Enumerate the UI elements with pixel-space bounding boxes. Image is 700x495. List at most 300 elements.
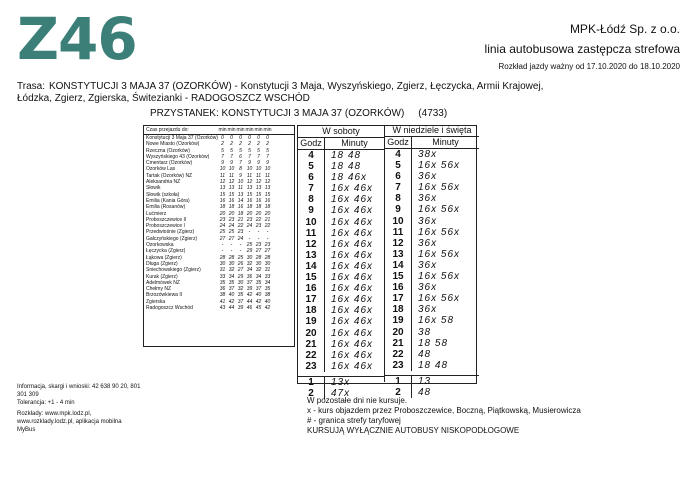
travel-time-cell: 37 [228,286,235,293]
travel-time-cell: 9 [221,160,224,167]
stop-name-cell: Długa (Zgierz) [146,260,178,267]
travel-time-cell: 30 [237,279,244,286]
travel-time-cell: 24 [219,223,226,230]
stop-name-cell: Nowe Miasto (Ozorków) [146,141,200,148]
unit-label: min [227,126,236,133]
travel-time-cell: 2 [239,141,242,148]
stop-name: PRZYSTANEK: KONSTYTUCJI 3 MAJA 37 (OZORKÓW) [150,108,405,119]
minutes-cell: 16x 56x [418,160,461,172]
stop-name-cell: Konstytucji 3 Maja 37 (Ozorków) [146,135,218,141]
travel-time-cell: 9 [266,160,269,167]
stop-name-cell: Emilia (Rosanów) [146,204,186,211]
minutes-cell: 16x 46x [331,227,374,239]
stop-name-cell: Słowik [146,185,161,192]
minutes-cell: 16x 56x [418,271,461,283]
timetable-row [298,272,384,283]
minutes-cell: 16x 46x [331,283,374,295]
travel-time-cell: 11 [219,172,226,179]
travel-time-cell: 18 [228,204,235,211]
travel-time-cell: 9 [257,160,260,167]
travel-time-cell: 12 [219,179,226,186]
timetable-row [385,349,479,360]
travel-time-cell: 5 [248,147,251,154]
timetable-row [385,304,479,315]
travel-time-cell: 40 [264,298,271,305]
travel-time-cell: 32 [246,260,253,267]
hour-cell: 18 [385,304,412,315]
travel-time-cell: 44 [246,298,253,305]
hour-cell: 16 [385,282,412,293]
hour-cell: 21 [298,339,325,350]
hour-cell: 17 [298,294,325,305]
timetable-row [298,217,384,228]
hour-cell: 4 [298,150,325,161]
hour-cell: 13 [298,250,325,261]
minutes-cell: 16x 46x [331,205,374,217]
timetable-row [298,161,384,172]
minutes-cell: 18 48 [331,161,362,173]
travel-time-cell: 25 [228,229,235,236]
travel-time-cell: 15 [228,191,235,198]
travel-time-cell: 23 [228,216,235,223]
travel-time-cell: 36 [246,273,253,280]
travel-time-cell: 23 [255,223,262,230]
hour-cell: 4 [385,149,412,160]
stop-name-cell: Proboszczewice II [146,216,187,223]
minutes-label: Minuty [341,138,368,148]
travel-time-cell: 10 [255,166,262,173]
travel-time-cell: 25 [237,254,244,261]
stop-name-cell: Brzozówkiewa II [146,292,183,299]
timetable-row [298,305,384,316]
travel-time-cell: 11 [255,172,262,179]
stop-name-cell: Adelmówek NŻ [146,279,180,286]
timetable-row [298,316,384,327]
travel-time-cell: 28 [264,254,271,261]
minutes-cell: 16x 46x [331,216,374,228]
hour-cell: 20 [385,327,412,338]
timetable-row [298,150,384,161]
travel-time-cell: 22 [237,223,244,230]
minutes-cell: 16x 46x [331,194,374,206]
minutes-cell: 16x 46x [331,360,374,372]
travel-time-cell: - [257,235,260,242]
travel-time-cell: 42 [246,292,253,299]
stop-name-cell: Ozorkowska [146,242,174,249]
travel-time-cell: 11 [264,172,271,179]
travel-time-cell: 35 [228,279,235,286]
travel-time-cell: 27 [228,235,235,242]
hour-cell: 23 [298,361,325,372]
minutes-cell: 16x 56x [418,204,461,216]
travel-time-cell: 46 [246,305,253,312]
hour-cell: 14 [298,261,325,272]
travel-time-cell: 18 [237,210,244,217]
saturday-rows [298,150,384,372]
hour-cell: 9 [385,204,412,215]
info-line: Tolerancja: +1 - 4 min [17,400,75,406]
travel-time-cell: 33 [264,273,271,280]
timetable-row [385,193,479,204]
stop-name-cell: Rzeczna (Ozorków) [146,147,190,154]
travel-time-cell: 27 [219,235,226,242]
travel-time-cell: 0 [221,135,224,141]
remark-line: W pozostałe dni nie kursuje. [307,396,408,405]
travel-time-cell: 29 [246,248,253,255]
stop-name-cell: Kurak (Zgierz) [146,273,178,280]
hour-cell: 5 [385,160,412,171]
travel-time-cell: - [221,242,224,249]
travel-time-cell: 10 [237,179,244,186]
travel-time-cell: 24 [246,223,253,230]
travel-time-cell: 7 [230,153,233,160]
remark-line: KURSUJĄ WYŁĄCZNIE AUTOBUSY NISKOPODŁOGOWE [307,426,520,435]
minutes-cell: 36x [418,282,438,294]
minutes-cell: 16x 58 [418,315,455,327]
timetable-row [298,294,384,305]
hour-cell: 10 [385,216,412,227]
hour-cell: 11 [385,227,412,238]
travel-time-cell: 44 [228,305,235,312]
travel-time-cell: 10 [264,166,271,173]
timetable-row [298,183,384,194]
timetable-row [385,171,479,182]
minutes-cell: 16x 46x [331,349,374,361]
stop-name-cell: Przedwiośnie (Zgierz) [146,229,195,236]
hour-label: Godz [385,137,412,148]
travel-time-cell: 22 [255,216,262,223]
minutes-cell: 18 48 [331,150,362,161]
travel-time-cell: 12 [246,179,253,186]
travel-time-cell: 31 [264,267,271,274]
timetable-row [385,182,479,193]
travel-time-cell: 13 [219,185,226,192]
hour-cell: 22 [298,350,325,361]
timetable-row [298,350,384,361]
timetable-row [385,260,479,271]
travel-time-cell: 28 [219,254,226,261]
timetable-row [385,282,479,293]
travel-time-cell: 38 [219,292,226,299]
unit-label: min [254,126,263,133]
travel-time-cell: 0 [239,135,242,141]
timetable-row [385,216,479,227]
unit-label: min [263,126,272,133]
travel-time-cell: 31 [219,267,226,274]
travel-time-cell: - [248,235,251,242]
stop-name-cell: Cmentarz (Ozorków) [146,160,193,167]
travel-time-cell: - [221,248,224,255]
stop-header [150,108,447,119]
travel-time-cell: 23 [237,229,244,236]
hour-cell: 9 [298,205,325,216]
travel-time-cell: 10 [219,166,226,173]
timetable-row [385,293,479,304]
remark-line: # - granica strefy taryfowej [307,416,401,425]
travel-time-cell: 23 [264,242,271,249]
contact-info [17,383,140,407]
hour-cell: 16 [298,283,325,294]
stop-name-cell: Śniechowskiego (Zgierz) [146,267,201,274]
hour-cell: 13 [385,249,412,260]
timetable-row [385,227,479,238]
sunday-timetable [384,125,479,398]
travel-time-cell: 20 [219,210,226,217]
unit-label: min [218,126,227,133]
minutes-cell: 16x 46x [331,183,374,195]
minutes-cell: 16x 46x [331,238,374,250]
minutes-cell: 13x [331,376,351,388]
travel-time-cell: 16 [228,197,235,204]
hour-cell: 22 [385,349,412,360]
travel-time-cell: 10 [228,166,235,173]
hour-cell: 15 [298,272,325,283]
timetable-row [298,172,384,183]
travel-time-cell: 2 [257,141,260,148]
minutes-cell: 16x 46x [331,316,374,328]
travel-time-cell: 27 [255,248,262,255]
hour-cell: 8 [385,193,412,204]
hour-cell: 12 [298,239,325,250]
minutes-cell: 16x 56x [418,226,461,238]
stop-name-cell: Aleksandria NŻ [146,179,181,186]
timetable-row [298,328,384,339]
travel-time-cell: 39 [246,286,253,293]
travel-time-cell: 35 [237,292,244,299]
travel-time-cell: 16 [255,197,262,204]
stop-name-cell: Proboszczewice I [146,223,185,230]
timetable-row [298,339,384,350]
travel-time-cell: 2 [248,141,251,148]
minutes-cell: 16x 46x [331,272,374,284]
hour-cell: 1 [298,377,325,388]
timetable-row [298,261,384,272]
travel-time-cell: 32 [237,286,244,293]
travel-time-cell: 8 [239,166,242,173]
travel-time-table [143,125,295,347]
minutes-cell: 13 [418,375,432,387]
travel-time-cell: 11 [246,172,253,179]
travel-time-cell: - [266,229,269,236]
minutes-cell: 48 [418,348,432,360]
route-description [17,81,577,105]
travel-time-cell: 25 [219,229,226,236]
hour-cell: 15 [385,271,412,282]
sunday-subheader [385,137,479,149]
minutes-cell: 16x 46x [331,305,374,317]
travel-time-cell: 7 [266,153,269,160]
hour-cell: 1 [385,376,412,387]
travel-time-cell: 0 [248,135,251,141]
stop-name-cell: Ozorków Las [146,166,176,173]
minutes-cell: 38 [418,326,432,338]
travel-time-cell: 16 [237,204,244,211]
travel-time-cell: 2 [230,141,233,148]
hour-cell: 18 [298,305,325,316]
travel-time-cell: 35 [264,286,271,293]
info-line: 301 309 [17,392,39,398]
travel-time-cell: 5 [257,147,260,154]
route-text: KONSTYTUCJI 3 MAJA 37 (OZORKÓW) - Konstytucji 3 Maja, Wyszyńskiego, Zgierz, Łęczycka, Armii Krajowej, Łódzka, Zgierz, Zgierska, Świtezianki - RADOGOSZCZ WSCHÓD [17,81,544,104]
travel-time-cell: 14 [237,197,244,204]
travel-time-cell: 0 [257,135,260,141]
travel-time-cell: 5 [230,147,233,154]
hour-cell: 7 [298,183,325,194]
travel-time-cell: 20 [255,210,262,217]
travel-time-cell: - [230,248,233,255]
minutes-cell: 18 48 [418,359,449,371]
timetable-row [298,361,384,372]
travel-time-cell: 37 [255,286,262,293]
timetable-row [298,194,384,205]
timetable-row [385,338,479,349]
travel-time-cell: 28 [255,254,262,261]
travel-time-cell: 15 [246,191,253,198]
travel-time-cell: 16 [219,197,226,204]
travel-time-cell: 0 [266,135,269,141]
stop-code: (4733) [418,108,448,119]
hour-cell: 5 [298,161,325,172]
travel-time-cell: 24 [237,235,244,242]
travel-time-cell: 39 [237,305,244,312]
travel-time-cell: 2 [266,141,269,148]
travel-time-cell: 32 [228,267,235,274]
travel-time-cell: 23 [219,216,226,223]
minutes-cell: 18 58 [418,337,449,349]
travel-time-cell: 9 [239,172,242,179]
timetable-row [298,205,384,216]
saturday-title: W soboty [298,126,384,138]
travel-time-row [144,305,294,311]
minutes-cell: 36x [418,259,438,271]
travel-time-cell: 37 [237,298,244,305]
travel-time-cell: 7 [239,160,242,167]
travel-time-cell: 20 [228,210,235,217]
minutes-cell: 16x 56x [418,248,461,260]
travel-time-cell: 15 [264,191,271,198]
route-label: Trasa: [17,81,45,92]
travel-time-cell: 26 [237,260,244,267]
minutes-cell: 36x [418,171,438,183]
stop-name-cell: Lućmierz [146,210,167,217]
travel-time-cell: 25 [246,242,253,249]
sunday-rows [385,149,479,371]
travel-time-cell: 30 [228,260,235,267]
timetable-row [385,160,479,171]
hour-cell: 8 [298,194,325,205]
travel-time-cell: 10 [246,166,253,173]
travel-time-cell: 15 [255,191,262,198]
travel-time-cell: 36 [219,286,226,293]
timetable-row [385,376,479,387]
stop-name-cell: Łęczycka (Zgierz) [146,248,186,255]
timetable-row [385,204,479,215]
stop-name-cell: Emilia (Kania Góra) [146,197,190,204]
travel-time-cell: 18 [264,204,271,211]
travel-time-cell: 30 [246,254,253,261]
stop-name-cell: Łąkowa (Zgierz) [146,254,182,261]
travel-time-cell: 6 [239,153,242,160]
remarks [307,396,581,436]
travel-time-rows [144,135,294,311]
timetable-row [385,149,479,160]
travel-time-header [144,126,294,135]
hour-cell: 20 [298,328,325,339]
stop-name-cell: Zgierska [146,298,166,305]
timetable-row [298,377,384,388]
unit-label: min [236,126,245,133]
timetable-row [298,283,384,294]
stop-name-cell: Chełmy NŻ [146,286,172,293]
travel-time-cell: 13 [228,185,235,192]
travel-time-cell: 32 [255,267,262,274]
travel-time-cell: - [239,242,242,249]
travel-time-cell: 29 [237,273,244,280]
saturday-column [298,126,384,399]
hour-cell: 7 [385,182,412,193]
travel-time-title: Czas przejazdu do: [146,126,189,133]
travel-time-cell: 5 [239,147,242,154]
hour-cell: 11 [298,228,325,239]
stop-name-cell: Tartak (Ozorków) NŻ [146,172,193,179]
sunday-title: W niedziele i święta [385,125,479,137]
stop-name-cell: Wyszyńskiego 43 (Ozorków) [146,153,210,160]
stop-name-cell: Radogoszcz Wschód [146,305,193,312]
timetable-links [17,410,122,434]
travel-time-cell: 30 [219,260,226,267]
travel-time-cell: 21 [237,216,244,223]
travel-time-cell: - [230,242,233,249]
minutes-cell: 38x [418,149,438,160]
timetable-row [385,360,479,371]
minutes-cell: 36x [418,193,438,205]
hour-cell: 6 [298,172,325,183]
travel-time-cell: 40 [228,292,235,299]
minutes-cell: 36x [418,215,438,227]
travel-time-cell: 30 [255,260,262,267]
minutes-cell: 16x 46x [331,338,374,350]
travel-time-cell: 34 [255,273,262,280]
hour-cell: 2 [298,388,325,399]
hour-cell: 21 [385,338,412,349]
travel-time-cell: 23 [255,242,262,249]
info-line: Informacja, skargi i wnioski: 42 638 90 20, 801 [17,384,141,390]
travel-time-cell: 18 [246,204,253,211]
travel-time-cell: 9 [248,160,251,167]
travel-time-cell: 13 [246,185,253,192]
link-line: www.rozklady.lodz.pl, aplikacja mobilna [17,419,122,425]
travel-time-cell: 13 [237,191,244,198]
hour-label: Godz [298,138,325,149]
travel-time-cell: 34 [246,267,253,274]
stop-name-cell: Gałczyńskiego (Zgierz) [146,235,198,242]
travel-time-cell: 18 [255,204,262,211]
travel-time-cell: 23 [246,216,253,223]
travel-time-cell: 12 [255,179,262,186]
timetable-row [298,239,384,250]
travel-time-cell: 33 [219,273,226,280]
hour-cell: 14 [385,260,412,271]
sunday-night-rows [385,375,479,398]
minutes-cell: 16x 56x [418,293,461,305]
travel-time-cell: 24 [228,223,235,230]
timetable-row [298,250,384,261]
stop-name-cell: Słowik (szkoła) [146,191,180,198]
travel-time-cell: 34 [228,273,235,280]
travel-time-cell: 11 [237,185,244,192]
timetable-row [385,271,479,282]
travel-time-cell: 45 [255,305,262,312]
